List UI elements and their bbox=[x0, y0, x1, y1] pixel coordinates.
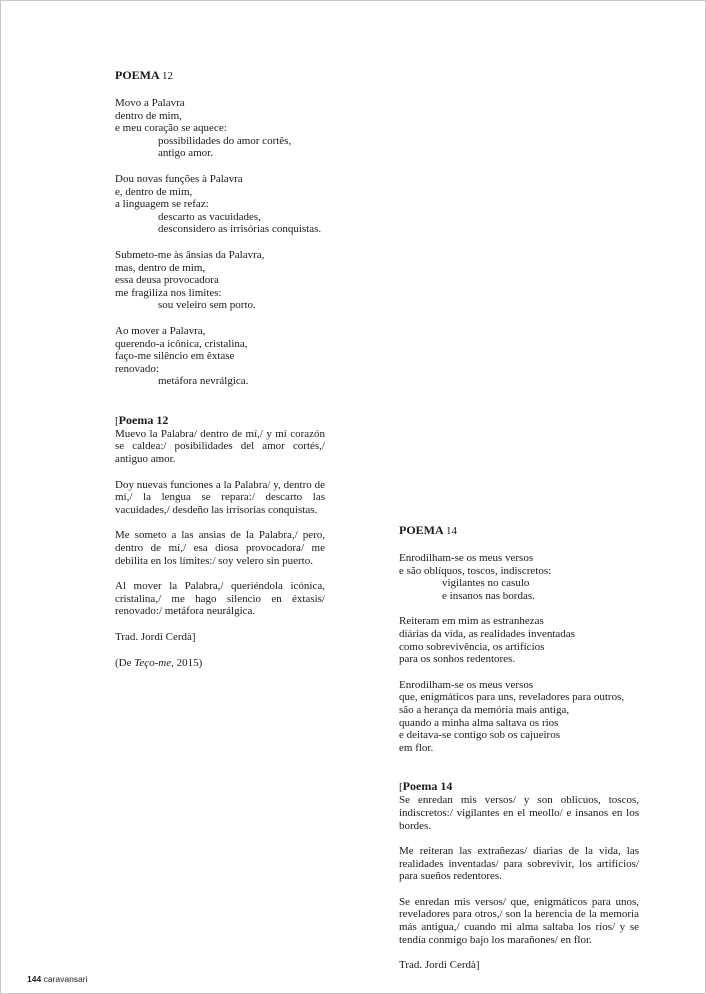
translator-signature: Trad. Jordi Cerdà] bbox=[115, 631, 196, 643]
verse-line: que, enigmáticos para uns, reveladores para outros, bbox=[399, 691, 625, 704]
verse-line: Submeto-me às ânsias da Palavra, bbox=[115, 248, 265, 261]
magazine-name: caravansari bbox=[43, 974, 88, 984]
translation-paragraph: Se enredan mis versos/ que, enigmáticos para unos, reveladores para otros,/ son la herencia de la memoria más antigua,/ cuando mi alma saltaba los ríos/ y se tendía conmigo bajo los marañones/ en flor. bbox=[399, 895, 639, 946]
translator-signature: Trad. Jordi Cerdà] bbox=[399, 959, 480, 972]
verse-line: vigilantes no casulo bbox=[442, 577, 530, 590]
verse-line: para os sonhos redentores. bbox=[399, 653, 516, 666]
translation-paragraph: Doy nuevas funciones a la Palabra/ y, dentro de mí,/ la lengua se repara:/ descarto las vacuidades,/ desdeño las irrisorias conquistas. bbox=[115, 478, 325, 516]
verse-line: querendo-a icônica, cristalina, bbox=[115, 337, 248, 350]
translation-paragraph: Me someto a las ansias de la Palabra,/ pero, dentro de mí,/ esa diosa provocadora/ me debilita en los límites:/ soy velero sin puerto. bbox=[115, 529, 325, 567]
verse-line: Enrodilham-se os meus versos bbox=[399, 552, 534, 564]
translation-paragraph: Se enredan mis versos/ y son oblicuos, toscos, indiscretos:/ vigilantes en el meollo/ e insanos en los bordes. bbox=[399, 794, 639, 832]
poem-14-translation bbox=[399, 780, 639, 972]
poem-12-translation bbox=[115, 414, 325, 669]
poem-14-stanzas bbox=[399, 552, 639, 754]
stanza bbox=[399, 552, 639, 602]
verse-line: me fragiliza nos limites: bbox=[115, 286, 222, 299]
verse-line: mas, dentro de mim, bbox=[115, 261, 206, 274]
translation-paragraph: Al mover la Palabra,/ queriéndola icónica, cristalina,/ me hago silencio en éxtasis/ renovado:/ metáfora neurálgica. bbox=[115, 580, 325, 618]
verse-line: dentro de mim, bbox=[115, 109, 182, 122]
verse-line: quando a minha alma saltava os rios bbox=[399, 716, 559, 729]
verse-line: sou veleiro sem porto. bbox=[158, 299, 256, 312]
stanza bbox=[399, 615, 639, 665]
translation-title: [Poema 12 bbox=[115, 412, 169, 427]
stanza bbox=[399, 679, 639, 755]
poem-12-stanzas bbox=[115, 97, 325, 388]
verse-line: desconsidero as irrisórias conquistas. bbox=[158, 223, 322, 236]
verse-line: antigo amor. bbox=[158, 147, 213, 160]
verse-line: essa deusa provocadora bbox=[115, 274, 219, 287]
verse-line: e meu coração se aquece: bbox=[115, 122, 227, 135]
verse-line: renovado: bbox=[115, 362, 159, 375]
stanza bbox=[115, 173, 325, 236]
page-number: 144 bbox=[27, 974, 42, 984]
verse-line: faço-me silêncio em êxtase bbox=[115, 350, 235, 363]
verse-line: Ao mover a Palavra, bbox=[115, 324, 206, 337]
verse-line: a linguagem se refaz: bbox=[115, 198, 209, 211]
verse-line: são a herança da memória mais antiga, bbox=[399, 703, 570, 716]
verse-line: possibilidades do amor cortês, bbox=[158, 134, 292, 147]
verse-line: diárias da vida, as realidades inventadas bbox=[399, 627, 575, 640]
verse-line: metáfora nevrálgica. bbox=[158, 375, 249, 388]
page-footer bbox=[27, 974, 88, 984]
translation-paragraph: Me reiteran las extrañezas/ diarias de la vida, las realidades inventadas/ para sobrevivir, los artificios/ para sueños redentores. bbox=[399, 845, 639, 883]
poem-12-column bbox=[115, 68, 325, 682]
translation-title: [Poema 14 bbox=[399, 779, 453, 794]
verse-line: e são oblíquos, toscos, indiscretos: bbox=[399, 564, 552, 577]
verse-line: em flor. bbox=[399, 741, 434, 754]
stanza bbox=[115, 97, 325, 160]
verse-line: e insanos nas bordas. bbox=[442, 589, 535, 602]
stanza bbox=[115, 249, 325, 312]
verse-line: descarto as vacuidades, bbox=[158, 210, 261, 223]
verse-line: Reiteram em mim as estranhezas bbox=[399, 615, 544, 628]
poem-14-title: POEMA 14 bbox=[399, 523, 457, 537]
verse-line: e, dentro de mim, bbox=[115, 185, 193, 198]
source-citation: (De Teço-me, 2015) bbox=[115, 656, 203, 669]
translation-paragraph: Muevo la Palabra/ dentro de mí,/ y mi corazón se caldea:/ posibilidades del amor cortés,/ antiguo amor. bbox=[115, 427, 325, 466]
verse-line: e deitava-se contigo sob os cajueiros bbox=[399, 729, 560, 742]
verse-line: Enrodilham-se os meus versos bbox=[399, 678, 534, 691]
verse-line: Dou novas funções à Palavra bbox=[115, 172, 243, 185]
poem-12-title: POEMA 12 bbox=[115, 68, 173, 82]
stanza bbox=[115, 325, 325, 388]
poem-14-column bbox=[399, 523, 639, 985]
verse-line: Movo a Palavra bbox=[115, 97, 185, 109]
verse-line: como sobrevivência, os artifícios bbox=[399, 640, 545, 653]
